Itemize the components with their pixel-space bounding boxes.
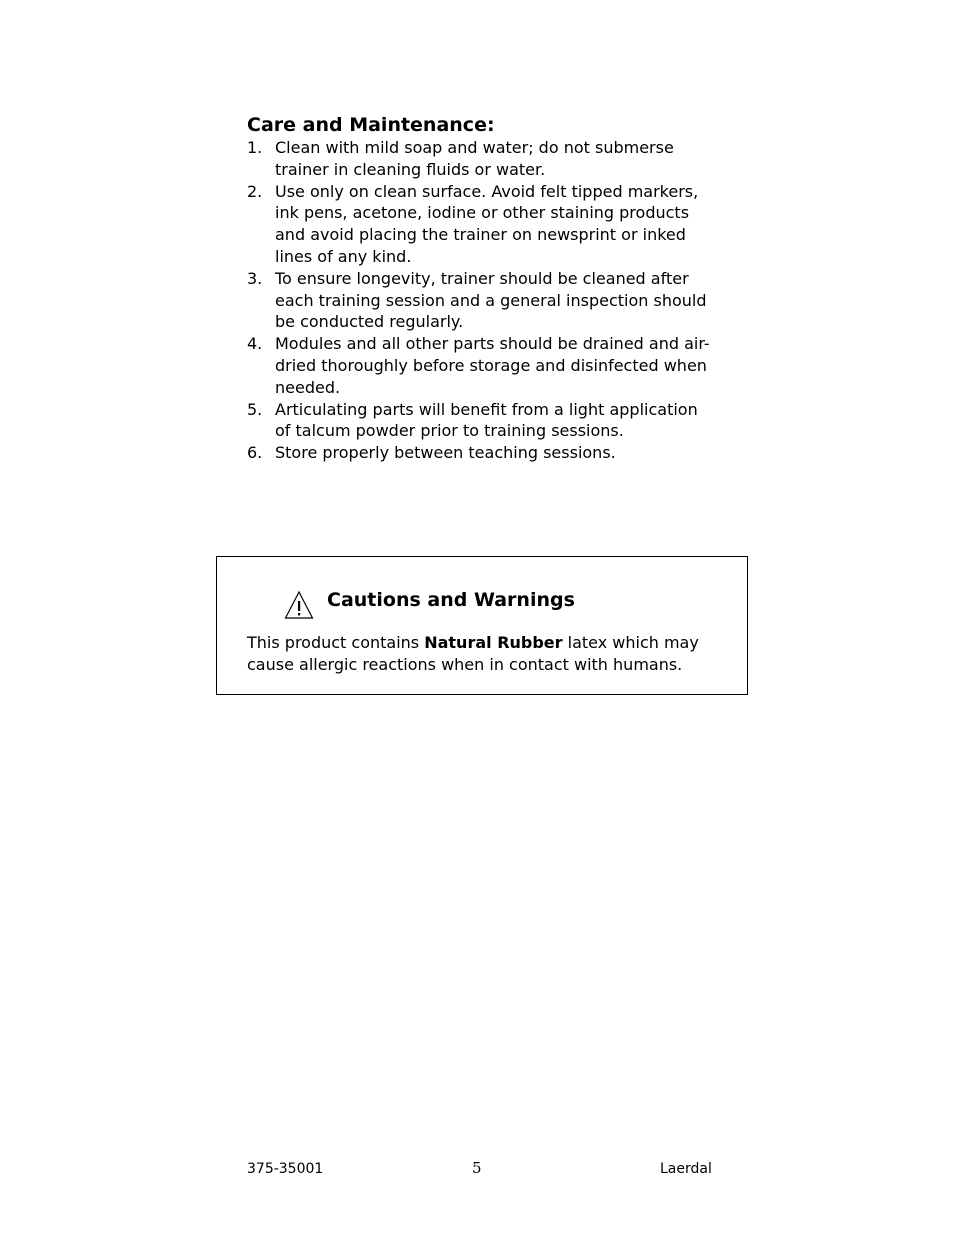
list-item (247, 442, 717, 464)
footer-company: Laerdal (660, 1161, 712, 1177)
warning-triangle-icon (284, 590, 314, 620)
footer-doc-number: 375-35001 (247, 1161, 324, 1177)
list-item (247, 399, 717, 443)
care-maintenance-heading: Care and Maintenance: (247, 114, 495, 136)
warning-text-start: This product contains (247, 633, 425, 652)
list-item-text: Modules and all other parts should be drained and air-dried thoroughly before storage and disinfected when needed. (275, 334, 710, 397)
care-maintenance-list (247, 137, 717, 464)
list-item-number: 2. (247, 181, 263, 201)
footer-page-number: 5 (472, 1159, 482, 1177)
list-item-text: Store properly between teaching sessions. (275, 443, 616, 463)
list-item-text: Use only on clean surface. Avoid felt tipped markers, ink pens, acetone, iodine or other staining products and avoid placing the trainer on newsprint or inked lines of any kind. (275, 181, 699, 266)
cautions-warnings-box (216, 556, 748, 695)
list-item (247, 181, 717, 268)
list-item-number: 3. (247, 268, 263, 288)
list-item-number: 6. (247, 443, 263, 463)
list-item-number: 1. (247, 138, 263, 157)
list-item-number: 5. (247, 399, 263, 419)
list-item-text: Clean with mild soap and water; do not submerse trainer in cleaning fluids or water. (275, 138, 674, 179)
natural-rubber-emphasis: Natural Rubber (424, 633, 563, 652)
list-item (247, 333, 717, 398)
cautions-warnings-title: Cautions and Warnings (327, 589, 575, 611)
list-item (247, 137, 717, 181)
list-item-number: 4. (247, 334, 263, 354)
list-item-text: Articulating parts will benefit from a light application of talcum powder prior to training sessions. (275, 399, 698, 441)
list-item-text: To ensure longevity, trainer should be cleaned after each training session and a general inspection should be conducted regularly. (275, 268, 707, 332)
warning-text-end: latex which may cause allergic reactions when in contact with humans. (247, 633, 699, 674)
list-item (247, 268, 717, 333)
latex-warning-text (247, 632, 717, 676)
